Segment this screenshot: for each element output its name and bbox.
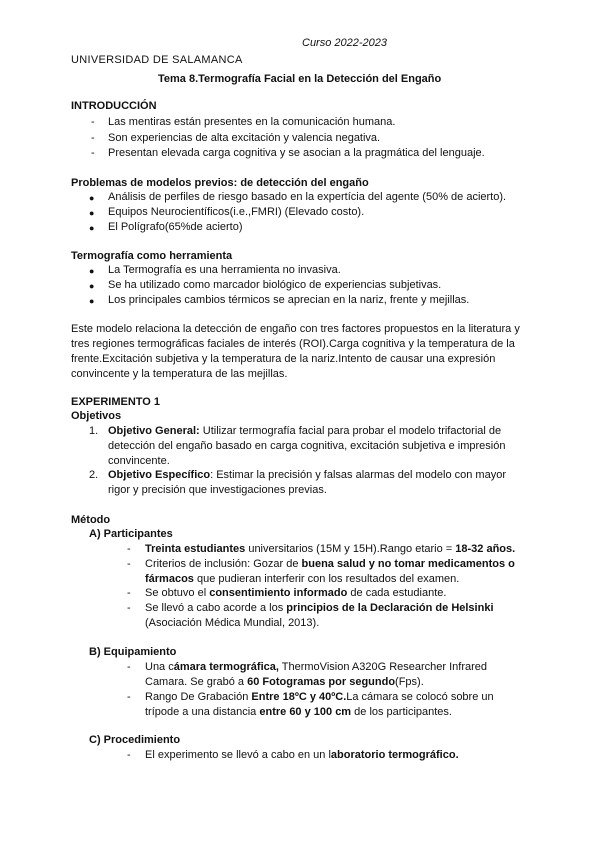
bold-text: Entre 18ºC y 40ºC. <box>251 691 347 703</box>
paragraph-line: Este modelo relaciona la detección de engaño con tres factores propuestos en la literatura y <box>71 323 520 335</box>
list-item-continuation <box>145 572 459 586</box>
participants-heading: A) Participantes <box>89 528 173 540</box>
text: La cámara se colocó sobre un <box>346 691 494 703</box>
bold-text: 60 Fotogramas por segundo <box>247 676 396 688</box>
list-number: 2. <box>89 469 99 481</box>
bold-text: entre 60 y 100 cm <box>259 706 352 718</box>
list-item: El Polígrafo(65%de acierto) <box>108 221 243 233</box>
objective-text: Utilizar termografía facial para probar el modelo trifactorial de <box>199 425 502 437</box>
objective-label: Objetivo Específico <box>108 469 211 481</box>
text: que pudieran interferir con los resultados del examen. <box>193 573 460 585</box>
equipment-heading: B) Equipamiento <box>89 646 177 658</box>
list-item-continuation: convincente. <box>108 455 170 467</box>
list-item-continuation <box>145 675 424 689</box>
text: Una c <box>145 661 174 673</box>
bold-text: buena salud y no tomar medicamentos o <box>301 558 515 570</box>
method-heading: Método <box>71 514 111 526</box>
list-item: Análisis de perfiles de riesgo basado en la expertícia del agente (50% de acierto). <box>108 191 507 203</box>
procedure-heading: C) Procedimiento <box>89 734 181 746</box>
text: Criterios de inclusión: Gozar de <box>145 558 302 570</box>
text: Se obtuvo el <box>145 587 210 599</box>
list-item <box>145 690 494 704</box>
bold-text: fármacos <box>145 573 194 585</box>
list-item-continuation: rigor y precisión que investigaciones previas. <box>108 484 327 496</box>
intro-heading: INTRODUCCIÓN <box>71 100 157 112</box>
paragraph-line: convincente y la temperatura de las mejillas. <box>71 368 288 380</box>
objective-text: : Estimar la precisión y falsas alarmas del modelo con mayor <box>210 469 506 481</box>
experiment-heading: EXPERIMENTO 1 <box>71 396 161 408</box>
text: trípode a una distancia <box>145 706 260 718</box>
list-item <box>145 660 487 674</box>
list-item <box>145 542 515 556</box>
list-item <box>145 748 459 762</box>
objective-label: Objetivo General: <box>108 425 200 437</box>
bold-text: Treinta estudiantes <box>145 543 246 555</box>
text: ThermoVision A320G Researcher Infrared <box>278 661 488 673</box>
bold-text: aboratorio termográfico. <box>330 749 459 761</box>
university-name: UNIVERSIDAD DE SALAMANCA <box>71 54 243 66</box>
text: de los participantes. <box>351 706 452 718</box>
text: Camara. Se grabó a <box>145 676 248 688</box>
list-item: Son experiencias de alta excitación y valencia negativa. <box>108 132 381 144</box>
dash-marker: - <box>127 602 131 614</box>
dash-marker: - <box>127 661 131 673</box>
list-item: Presentan elevada carga cognitiva y se asocian a la pragmática del lenguaje. <box>108 147 485 159</box>
thermo-heading: Termografía como herramienta <box>71 250 233 262</box>
list-item-continuation: (Asociación Médica Mundial, 2013). <box>145 617 320 629</box>
list-item <box>145 557 515 571</box>
text: El experimento se llevó a cabo en un l <box>145 749 331 761</box>
bullet-marker: ● <box>89 281 95 291</box>
bold-text: principios de la Declaración de Helsinki <box>286 602 494 614</box>
list-item: La Termografía es una herramienta no invasiva. <box>108 264 341 276</box>
text: Se llevó a cabo acorde a los <box>145 602 287 614</box>
dash-marker: - <box>127 587 131 599</box>
list-item <box>145 586 446 600</box>
bold-text: ámara termográfica, <box>173 661 279 673</box>
objectives-heading: Objetivos <box>71 410 122 422</box>
bold-text: consentimiento informado <box>209 587 348 599</box>
document-title: Tema 8.Termografía Facial en la Detección del Engaño <box>158 73 442 85</box>
bullet-marker: ● <box>89 223 95 233</box>
dash-marker: - <box>127 543 131 555</box>
list-number: 1. <box>89 425 99 437</box>
dash-marker: - <box>127 558 131 570</box>
course-year: Curso 2022-2023 <box>302 37 388 49</box>
dash-marker: - <box>91 147 95 159</box>
list-item <box>108 424 501 438</box>
list-item: Las mentiras están presentes en la comunicación humana. <box>108 116 396 128</box>
bullet-marker: ● <box>89 208 95 218</box>
bullet-marker: ● <box>89 296 95 306</box>
dash-marker: - <box>91 116 95 128</box>
list-item <box>145 601 494 615</box>
list-item: Se ha utilizado como marcador biológico de experiencias subjetivas. <box>108 279 442 291</box>
bullet-marker: ● <box>89 193 95 203</box>
list-item: Los principales cambios térmicos se aprecian en la nariz, frente y mejillas. <box>108 294 470 306</box>
dash-marker: - <box>127 691 131 703</box>
text: de cada estudiante. <box>347 587 447 599</box>
text: universitarios (15M y 15H).Rango etario = <box>245 543 456 555</box>
list-item <box>108 468 506 482</box>
problems-heading: Problemas de modelos previos: de detección del engaño <box>71 177 369 189</box>
paragraph-line: tres regiones termográficas faciales de interés (ROI).Carga cognitiva y la temperatura de la <box>71 338 515 350</box>
text: Rango De Grabación <box>145 691 252 703</box>
bold-text: 18-32 años. <box>455 543 516 555</box>
list-item: Equipos Neurocientíficos(i.e.,FMRI) (Elevado costo). <box>108 206 365 218</box>
list-item-continuation <box>145 705 452 719</box>
dash-marker: - <box>91 132 95 144</box>
list-item-continuation: detección del engaño basado en carga cognitiva, excitación subjetiva e impresión <box>108 440 506 452</box>
text: (Fps). <box>395 676 424 688</box>
bullet-marker: ● <box>89 266 95 276</box>
paragraph-line: frente.Excitación subjetiva y la temperatura de la nariz.Intento de causar una expresión <box>71 353 496 365</box>
dash-marker: - <box>127 749 131 761</box>
